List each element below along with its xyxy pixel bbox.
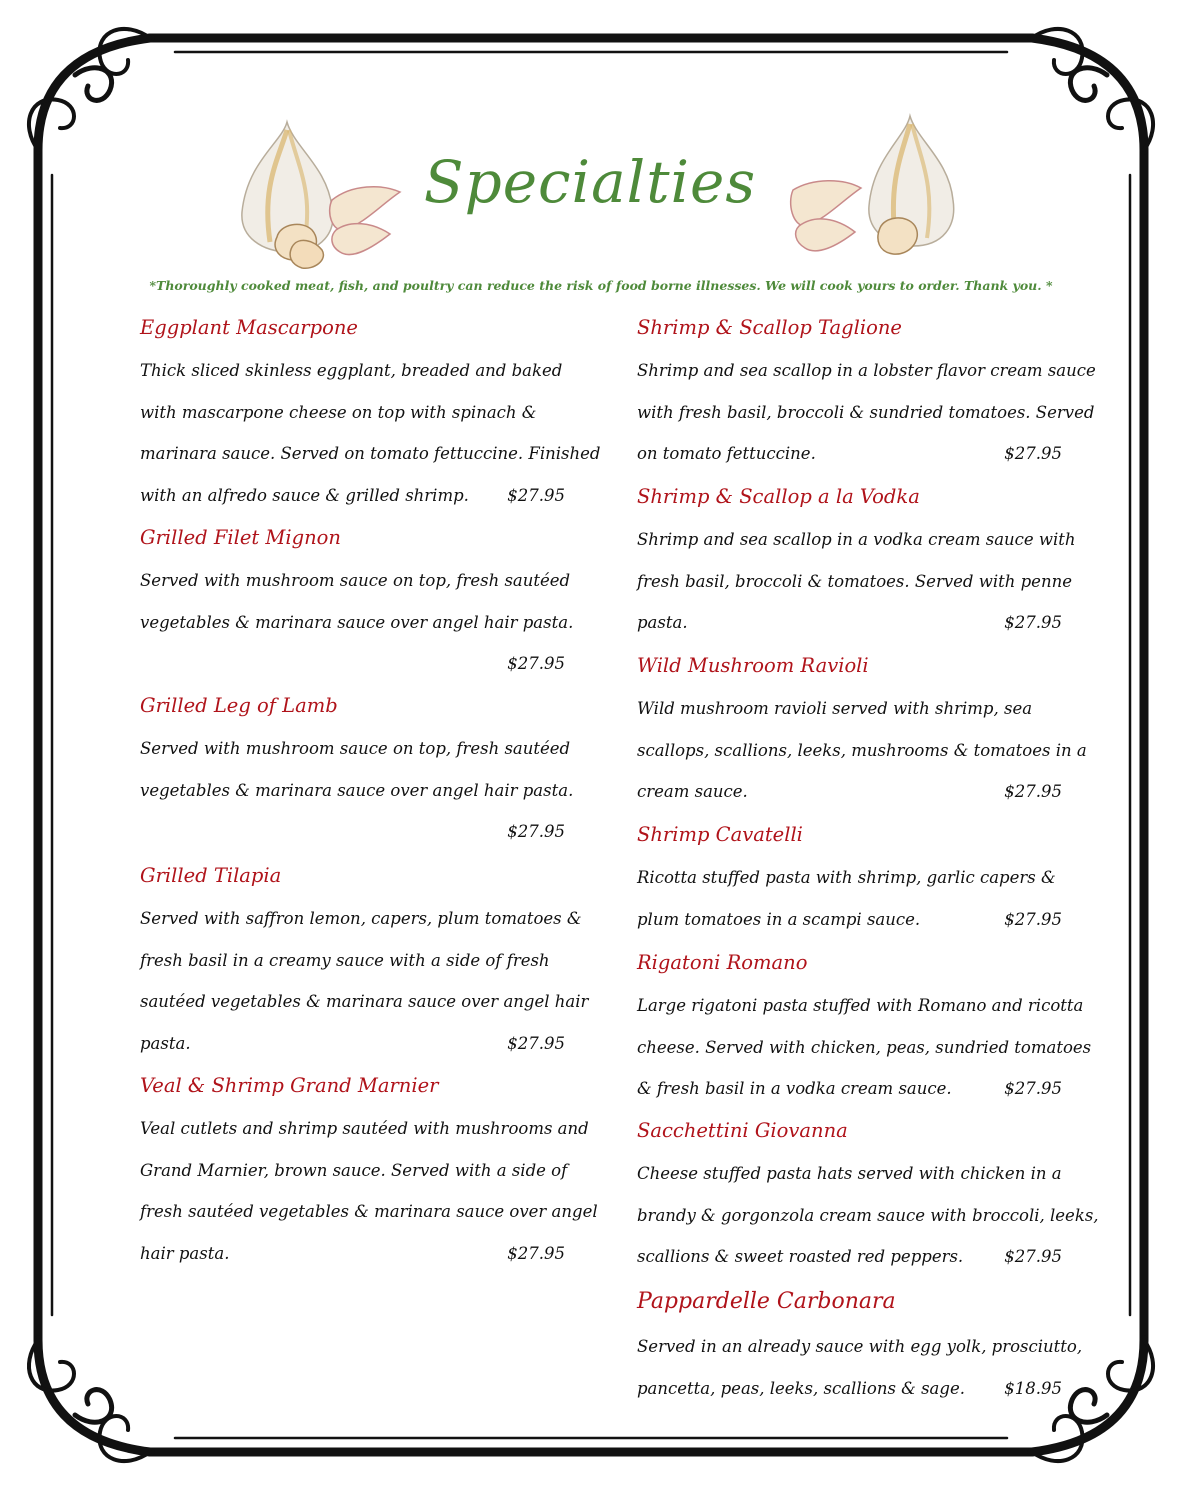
description-line: sautéed vegetables & marinara sauce over angel hair xyxy=(140,992,589,1011)
menu-item-price: $27.95 xyxy=(1004,444,1062,463)
description-line: Served in an already sauce with egg yolk, prosciutto, xyxy=(637,1337,1083,1356)
description-line: fresh sautéed vegetables & marinara sauce over angel xyxy=(140,1202,598,1221)
description-line: Grand Marnier, brown sauce. Served with a side of xyxy=(140,1160,568,1180)
menu-item-description xyxy=(637,1326,1083,1409)
description-line: Thick sliced skinless eggplant, breaded and baked xyxy=(140,361,563,380)
menu-item-name: Shrimp & Scallop Taglione xyxy=(637,316,902,339)
description-line: Served with mushroom sauce on top, fresh sautéed xyxy=(140,739,571,758)
description-line: with mascarpone cheese on top with spinach & xyxy=(140,402,537,422)
description-line: Ricotta stuffed pasta with shrimp, garlic capers & xyxy=(637,868,1056,887)
food-safety-disclaimer: *Thoroughly cooked meat, fish, and poultry can reduce the risk of food borne illnesses. We will cook yours to order. Thank you. * xyxy=(149,278,1053,293)
menu-item-name: Sacchettini Giovanna xyxy=(637,1119,848,1142)
menu-item xyxy=(637,823,1062,940)
menu-item-price: $27.95 xyxy=(1004,782,1062,801)
menu-item-description xyxy=(140,350,601,516)
description-line: Served with saffron lemon, capers, plum tomatoes & xyxy=(140,909,582,928)
description-line: cream sauce. xyxy=(637,782,748,801)
description-line: on tomato fettuccine. xyxy=(637,444,816,463)
description-line: with fresh basil, broccoli & sundried tomatoes. Served xyxy=(637,402,1095,422)
description-line: Cheese stuffed pasta hats served with chicken in a xyxy=(637,1164,1062,1183)
description-line: marinara sauce. Served on tomato fettuccine. Finished xyxy=(140,444,601,463)
menu-item-description xyxy=(637,350,1096,475)
menu-item-description xyxy=(637,985,1092,1110)
menu-item xyxy=(637,654,1087,813)
description-line: vegetables & marinara sauce over angel hair pasta. xyxy=(140,612,574,632)
menu-item-price: $27.95 xyxy=(507,822,565,841)
menu-item-name: Grilled Filet Mignon xyxy=(140,526,341,549)
menu-item-price: $18.95 xyxy=(1004,1378,1062,1398)
menu-item-price: $27.95 xyxy=(1004,909,1062,929)
description-line: & fresh basil in a vodka cream sauce. xyxy=(637,1079,952,1098)
description-line: Shrimp and sea scallop in a vodka cream sauce with xyxy=(637,530,1076,549)
menu-item xyxy=(140,526,574,673)
menu-item-price: $27.95 xyxy=(1004,613,1062,632)
description-line: brandy & gorgonzola cream sauce with broccoli, leeks, xyxy=(637,1205,1099,1225)
menu-item-name: Eggplant Mascarpone xyxy=(140,316,358,339)
description-line: Served with mushroom sauce on top, fresh sautéed xyxy=(140,571,571,590)
menu-item-description xyxy=(140,728,574,841)
menu-item-name: Pappardelle Carbonara xyxy=(637,1289,896,1314)
menu-item xyxy=(637,1119,1099,1278)
menu-item-description xyxy=(637,1153,1099,1278)
description-line: scallions & sweet roasted red peppers. xyxy=(637,1247,964,1266)
menu-item-name: Grilled Leg of Lamb xyxy=(140,694,338,717)
menu-item xyxy=(637,1288,1083,1409)
menu-item-price: $27.95 xyxy=(507,1243,565,1263)
menu-item xyxy=(140,1074,598,1274)
menu-item-price: $27.95 xyxy=(507,654,565,673)
description-line: scallops, scallions, leeks, mushrooms & tomatoes in a xyxy=(637,740,1087,760)
description-line: cheese. Served with chicken, peas, sundried tomatoes xyxy=(637,1037,1092,1057)
menu-item xyxy=(140,694,574,841)
menu-item xyxy=(637,316,1096,475)
menu-item-price: $27.95 xyxy=(1004,1247,1062,1266)
menu-item-description xyxy=(637,688,1087,813)
description-line: fresh basil in a creamy sauce with a side of fresh xyxy=(140,950,550,970)
menu-item xyxy=(140,316,601,516)
description-line: Large rigatoni pasta stuffed with Romano and ricotta xyxy=(637,996,1084,1015)
garlic-icon xyxy=(785,108,965,268)
description-line: Veal cutlets and shrimp sautéed with mushrooms and xyxy=(140,1119,589,1138)
description-line: plum tomatoes in a scampi sauce. xyxy=(637,909,921,929)
menu-item-name: Wild Mushroom Ravioli xyxy=(637,654,869,677)
description-line: with an alfredo sauce & grilled shrimp. xyxy=(140,485,469,505)
menu-item-price: $27.95 xyxy=(507,1033,565,1053)
menu-item-name: Shrimp & Scallop a la Vodka xyxy=(637,485,920,508)
menu-item-description xyxy=(140,1108,598,1274)
description-line: pasta. xyxy=(140,1033,191,1053)
menu-item-description xyxy=(140,560,574,673)
page-title: Specialties xyxy=(423,148,757,216)
menu-item xyxy=(637,485,1076,644)
menu-item-name: Rigatoni Romano xyxy=(637,951,808,974)
menu-item-price: $27.95 xyxy=(1004,1079,1062,1098)
menu-item xyxy=(637,951,1092,1110)
menu-item-description xyxy=(637,519,1076,644)
menu-item-description xyxy=(140,898,589,1064)
menu-item-name: Grilled Tilapia xyxy=(140,864,282,887)
menu-item xyxy=(140,864,589,1064)
description-line: vegetables & marinara sauce over angel hair pasta. xyxy=(140,780,574,800)
description-line: pasta. xyxy=(637,613,688,632)
menu-item-name: Veal & Shrimp Grand Marnier xyxy=(140,1074,439,1097)
menu-item-description xyxy=(637,857,1062,940)
description-line: hair pasta. xyxy=(140,1243,230,1263)
description-line: fresh basil, broccoli & tomatoes. Served with penne xyxy=(637,571,1072,591)
description-line: pancetta, peas, leeks, scallions & sage. xyxy=(637,1378,965,1398)
menu-item-price: $27.95 xyxy=(507,485,565,505)
menu-item-name: Shrimp Cavatelli xyxy=(637,823,803,846)
description-line: Shrimp and sea scallop in a lobster flavor cream sauce xyxy=(637,361,1096,380)
description-line: Wild mushroom ravioli served with shrimp, sea xyxy=(637,699,1033,718)
